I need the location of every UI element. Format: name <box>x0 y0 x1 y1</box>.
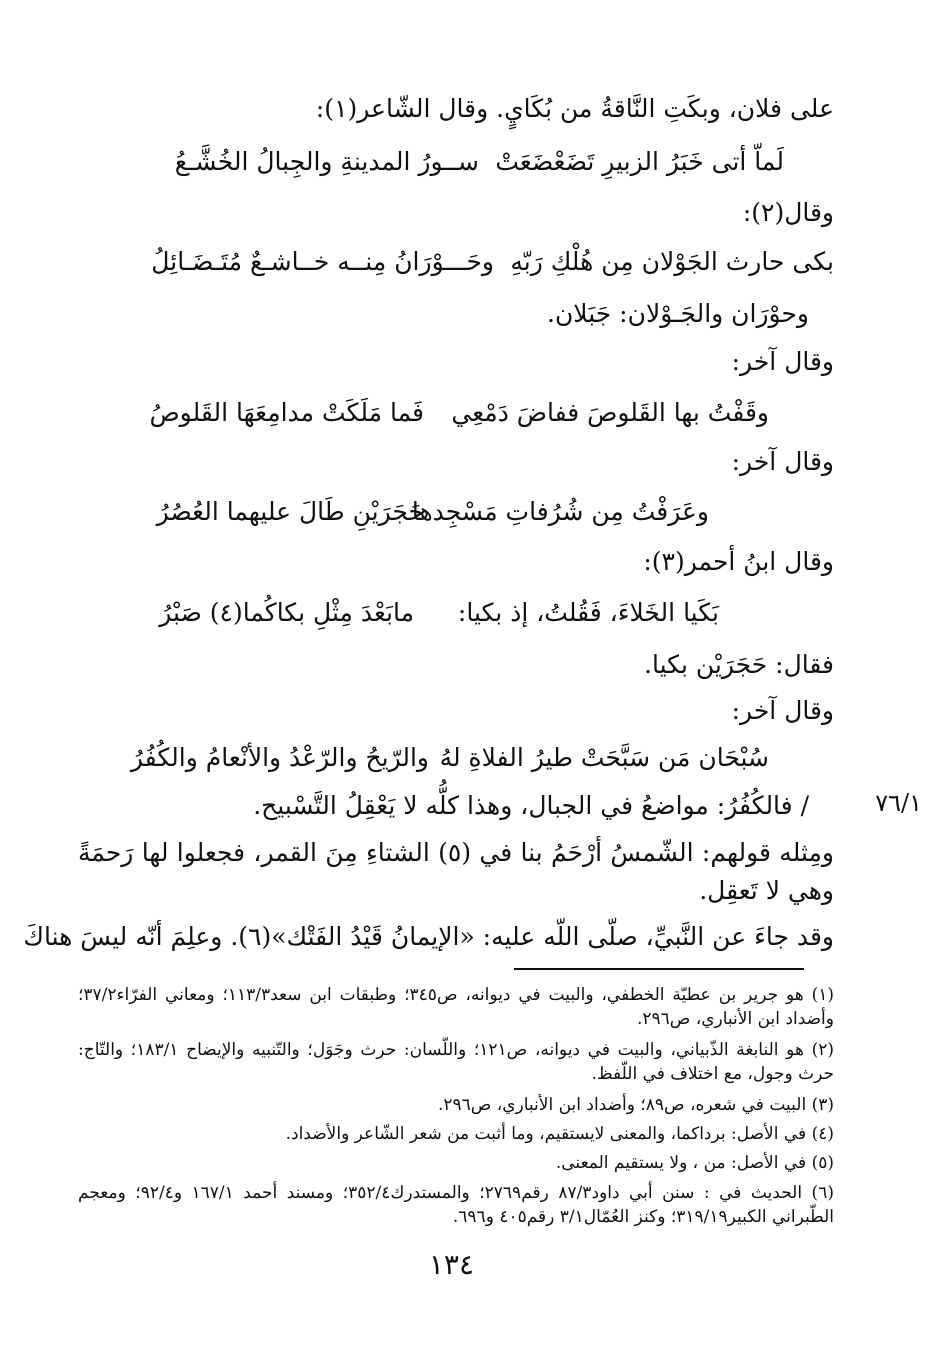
text-line: وقال آخر: <box>731 696 834 725</box>
verse-first-hemistich: بَكَيا الخَلاءَ، فَقُلتُ، إذ بكيا: <box>457 598 719 627</box>
text-line: وقال آخر: <box>731 447 834 476</box>
verse-first-hemistich: لَماّ أتى خَبَرُ الزبيرِ تَضَعْضَعَتْ <box>495 147 784 176</box>
text-line: وحوْرَان والجَـوْلان: جَبَلان. <box>547 299 809 328</box>
verse-first-hemistich: وعَرَفْتُ مِن شُرُفاتِ مَسْجِدها <box>411 497 709 526</box>
text-line: / فالكُفُرُ: مواضعُ في الجبال، وهذا كلُّه لا يَعْقِلُ التَّسْبيح. <box>253 791 809 820</box>
footnote: (٢) هو النابغة الذّبياني، والبيت في ديوانه، ص١٢١؛ واللّسان: حرث وجَوَل؛ والتّنبيه والإيضاح ١٨٣/١؛ والتّاج: حرث وجول، مع اختلاف في اللّفظ. <box>78 1040 834 1084</box>
footnote: (٣) البيت في شعره، ص٨٩؛ وأضداد ابن الأنباري، ص٢٩٦. <box>437 1095 834 1115</box>
paragraph: ومِثله قولهم: الشّمسُ أرْحَمُ بنا في (٥) الشتاءِ مِنَ القمر، فجعلوا لها رَحمَةً وهي لا تَعقِل. <box>78 838 834 905</box>
footnote: (٥) في الأصل: من ، ولا يستقيم المعنى. <box>555 1153 834 1173</box>
text-line: على فلان، وبكَتِ النَّاقةُ من بُكَايٍ. وقال الشّاعر(١): <box>315 94 834 123</box>
verse-second-hemistich: حَجَرَيْنِ طَالَ عليهما العُصُرُ <box>156 497 424 526</box>
text-line: وقال آخر: <box>731 347 834 376</box>
text-line: وقال ابنُ أحمر(٣): <box>643 547 834 576</box>
verse-first-hemistich: بكى حارث الجَوْلان مِن هُلْكِ رَبّهِ <box>510 247 834 276</box>
verse-second-hemistich: مابَعْدَ مِثْلِ بكاكُما(٤) صَبْرُ <box>159 598 414 627</box>
verse-second-hemistich: فَما مَلَكَتْ مدامِعَهَا القَلوصُ <box>149 398 424 427</box>
verse-second-hemistich: والرّيحُ والرّعْدُ والأنْعامُ والكُفُرُ <box>130 743 429 772</box>
verse-second-hemistich: وحَـــوْرَانُ مِنــه خــاشـعٌ مُتَـضَـائِلُ <box>151 247 494 276</box>
verse-first-hemistich: سُبْحَان مَن سَبَّحَتْ طيرُ الفلاةِ لهُ <box>439 743 769 772</box>
text-line: وقال(٢): <box>742 198 834 227</box>
footnote: (١) هو جرير بن عطيّة الخطفي، والبيت في ديوانه، ص٣٤٥؛ وطبقات ابن سعد١١٣/٣؛ ومعاني الفرّاء٣٧/٢؛ وأضداد ابن الأنباري، ص٢٩٦. <box>78 985 834 1029</box>
verse-second-hemistich: ســورُ المدينةِ والجِبالُ الخُشَّـعُ <box>174 147 479 176</box>
footnote: (٦) الحديث في : سنن أبي داود٨٧/٣ رقم٢٧٦٩؛ والمستدرك٣٥٢/٤؛ ومسند أحمد ١٦٧/١ و٩٢/٤؛ ومعجم الطّبراني الكبير٣١٩/١٩؛ وكنز العُمّال٣/١ رقم٤٠٥ و٦٩٦. <box>78 1183 834 1227</box>
paragraph: وقد جاءَ عن النَّبيِّ، صلّى اللّه عليه: «الإيمانُ قَيْدُ الفَتْك»(٦). وعلِمَ أنّه ليسَ هناكَ <box>23 922 834 951</box>
verse-first-hemistich: وقَفْتُ بها القَلوصَ ففاضَ دَمْعِي <box>451 398 769 427</box>
footnote: (٤) في الأصل: برداكما، والمعنى لايستقيم، وما أثبت من شعر الشّاعر والأضداد. <box>285 1124 834 1144</box>
page-number: ١٣٤ <box>428 1248 474 1281</box>
margin-folio-reference: ٧٦/١ <box>875 789 922 817</box>
text-line: فقال: حَجَرَيْن بكيا. <box>644 650 834 679</box>
footnote-separator <box>514 968 804 970</box>
